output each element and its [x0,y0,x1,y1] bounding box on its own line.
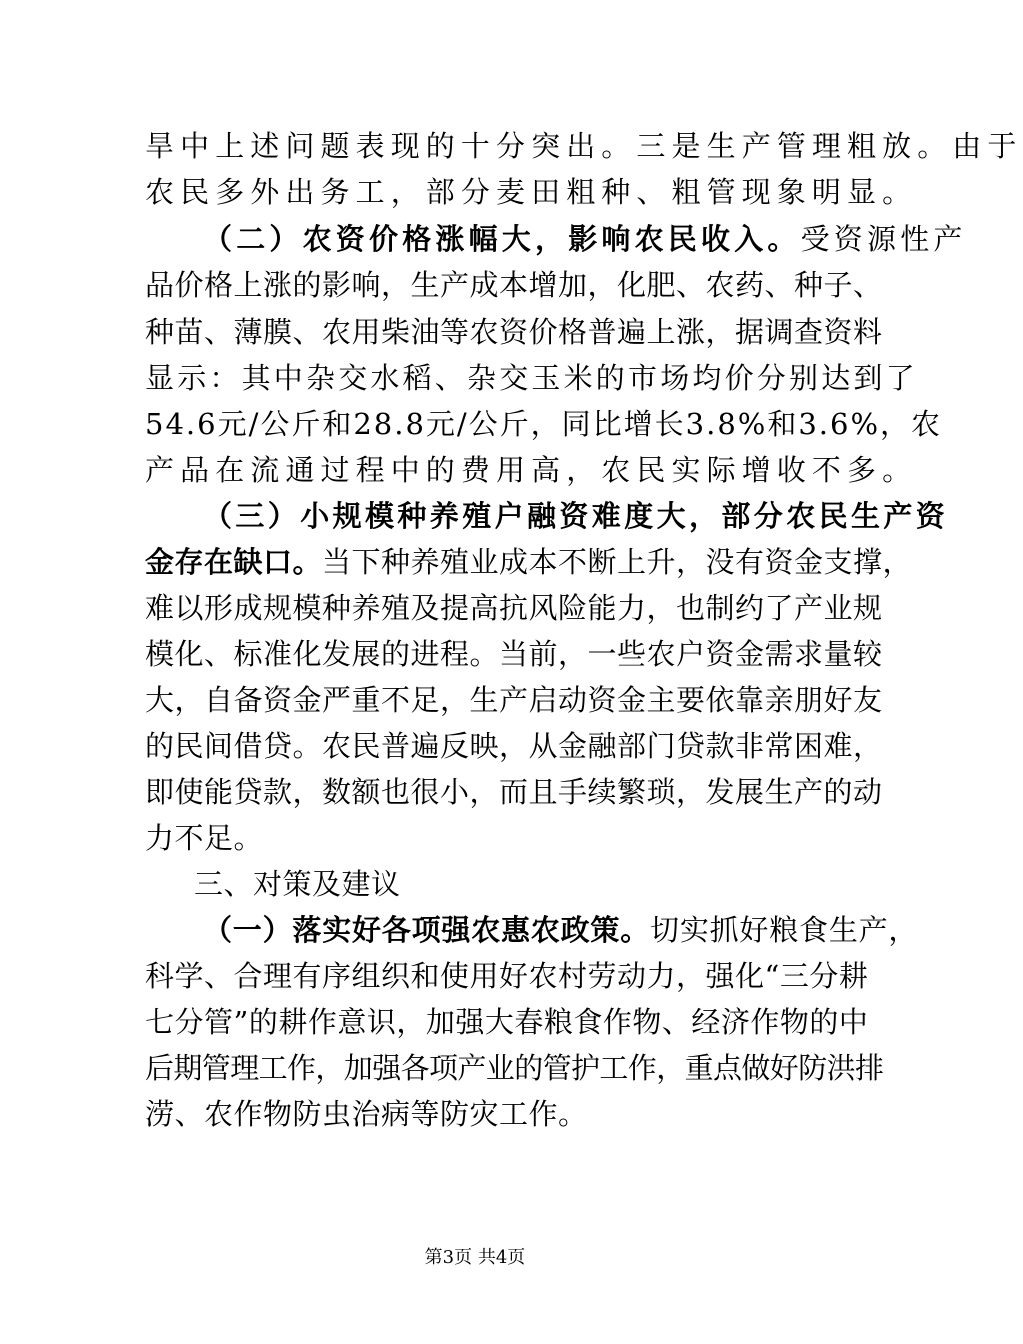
page-footer [0,1247,950,1269]
text-segment: 力不足。 [145,821,264,855]
text-line-12 [145,637,883,671]
text-line-13 [145,683,883,717]
text-segment: 切实抓好粮食生产， [650,913,919,947]
text-line-18 [203,913,918,947]
section-heading: （一）落实好各项强农惠农政策。 [203,913,651,947]
text-line-11 [145,591,883,625]
text-segment: 54.6元/公斤和28.8元/公斤，同比增长3.8%和3.6%，农 [145,407,943,441]
text-line-5 [145,315,883,349]
text-segment: 产品在流通过程中的费用高，农民实际增收不多。 [145,453,918,487]
text-segment: 即使能贷款，数额也很小，而且手续繁琐，发展生产的动 [145,775,883,809]
text-line-4 [145,268,883,302]
section-heading: （三）小规模种养殖户融资难度大，部分农民生产资 [203,499,949,533]
text-line-10 [145,545,912,579]
text-line-3 [203,222,967,256]
text-line-16 [145,821,263,855]
text-segment: 科学、合理有序组织和使用好农村劳动力，强化“三分耕 [145,959,869,993]
text-segment: 七分管”的耕作意识，加强大春粮食作物、经济作物的中 [145,1005,869,1039]
text-segment: 当下种养殖业成本不断上升，没有资金支撑， [322,545,913,579]
text-segment: 难以形成规模种养殖及提高抗风险能力，也制约了产业规 [145,591,883,625]
text-segment: 大，自备资金严重不足，生产启动资金主要依靠亲朋好友 [145,683,883,717]
text-segment: 后期管理工作，加强各项产业的管护工作，重点做好防洪排 [145,1051,884,1085]
page-number: 第3页 共4页 [424,1247,526,1268]
text-segment: 种苗、薄膜、农用柴油等农资价格普遍上涨，据调查资料 [145,315,883,349]
text-line-8 [145,453,917,487]
section-heading: 金存在缺口。 [145,545,323,579]
text-line-15 [145,775,883,809]
text-segment: 模化、标准化发展的进程。当前，一些农户资金需求量较 [145,637,883,671]
text-line-14 [145,729,883,763]
text-line-21 [145,1051,883,1085]
text-line-20 [145,1005,868,1039]
section-heading: （二）农资价格涨幅大，影响农民收入。 [203,222,801,256]
section-title [194,867,401,901]
section-title-text: 三、对策及建议 [194,867,401,901]
text-segment: 受资源性产 [800,222,967,256]
text-line-7 [145,407,942,441]
text-line-9 [203,499,948,533]
text-segment: 品价格上涨的影响，生产成本增加，化肥、农药、种子、 [145,268,883,302]
text-segment: 的民间借贷。农民普遍反映，从金融部门贷款非常困难， [145,729,883,763]
text-line-22 [145,1097,588,1131]
text-segment: 农民多外出务工，部分麦田粗种、粗管现象明显。 [145,175,918,209]
text-segment: 涝、农作物防虫治病等防灾工作。 [145,1097,588,1131]
text-line-2 [145,175,917,209]
text-line-6 [145,361,918,395]
text-line-1 [145,129,1023,163]
text-segment: 旱中上述问题表现的十分突出。三是生产管理粗放。由于 [145,129,1023,163]
text-line-19 [145,959,868,993]
text-segment: 显示：其中杂交水稻、杂交玉米的市场均价分别达到了 [145,361,918,395]
